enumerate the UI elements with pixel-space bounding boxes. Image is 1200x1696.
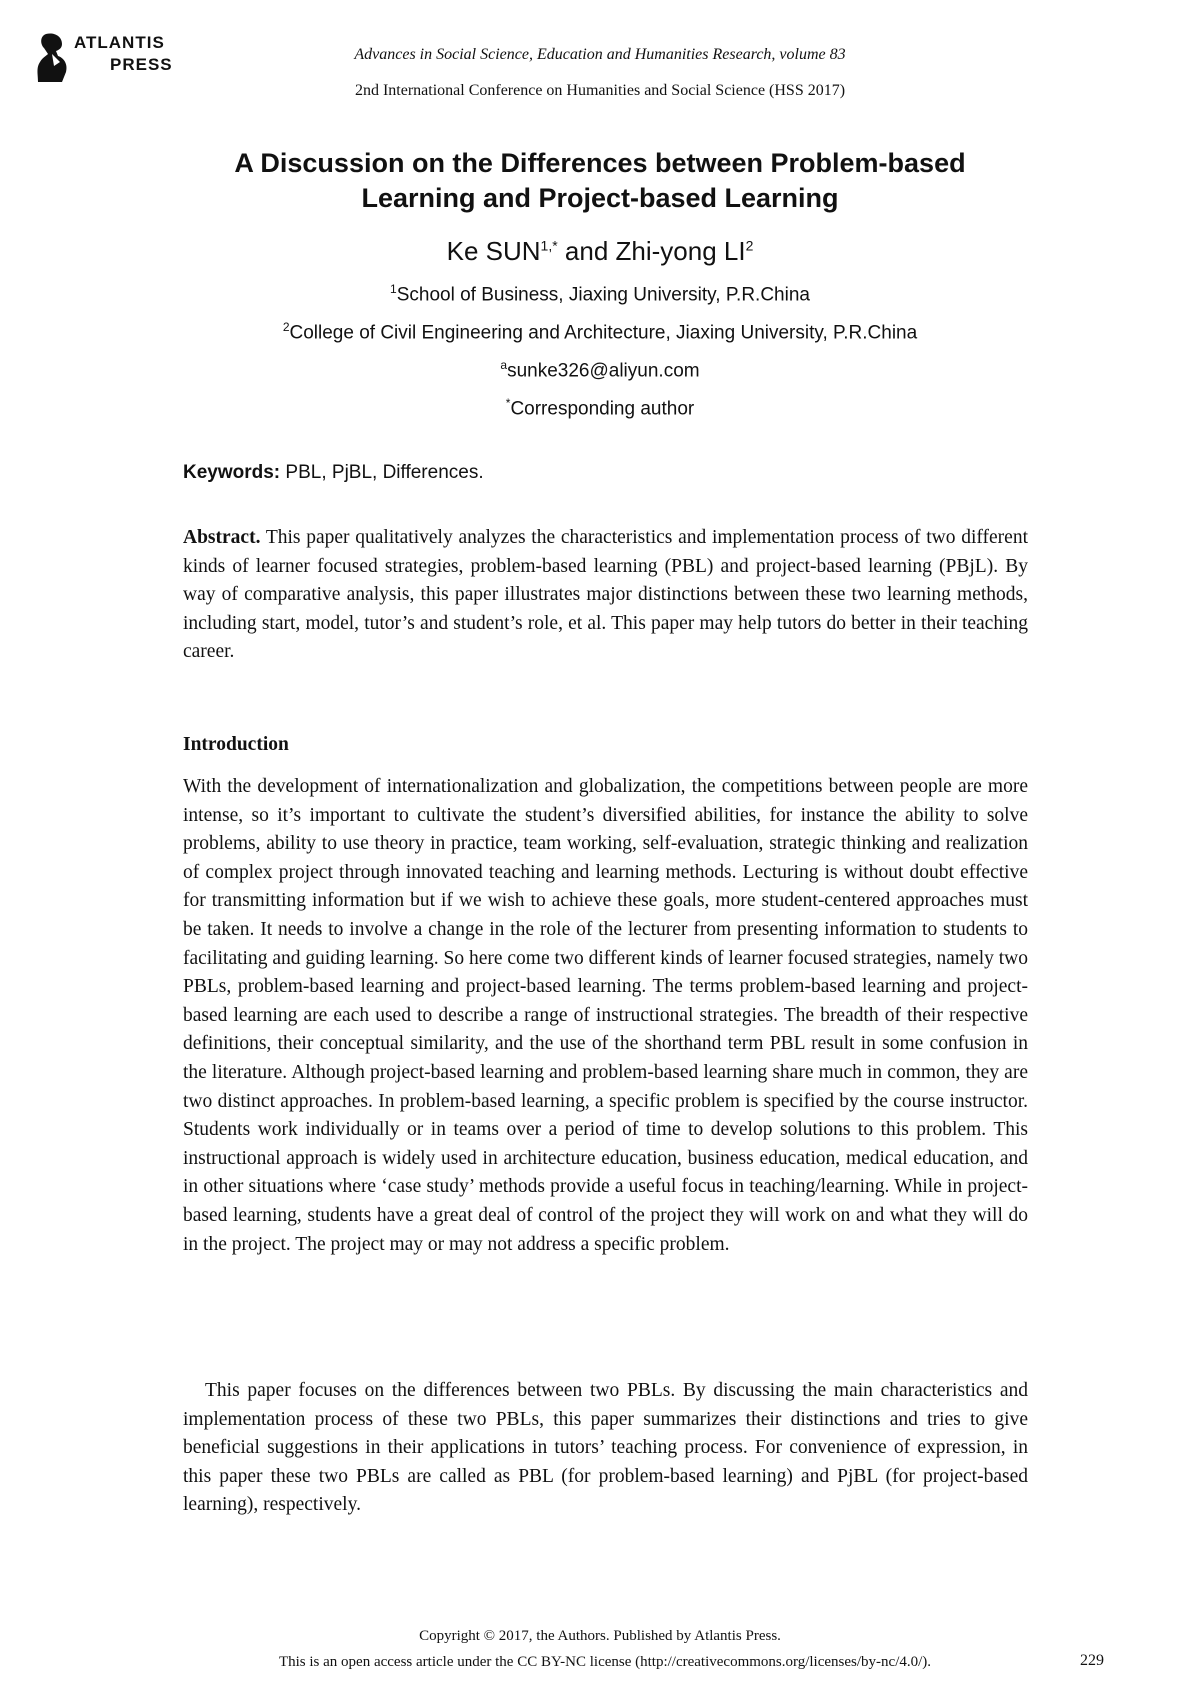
- abstract-label: Abstract.: [183, 527, 261, 548]
- author2-marker: 2: [745, 237, 754, 254]
- section-heading-introduction: Introduction: [183, 734, 289, 755]
- conference-header: 2nd International Conference on Humanities and Social Science (HSS 2017): [354, 82, 846, 99]
- corr-marker: *: [505, 396, 511, 410]
- page-number: 229: [1080, 1652, 1104, 1669]
- abstract: [183, 524, 1028, 667]
- affiliation-2: [150, 320, 1050, 344]
- logo-line2: PRESS: [110, 55, 173, 74]
- aff2-text: College of Civil Engineering and Architecture, Jiaxing University, P.R.China: [289, 322, 918, 344]
- author-conjunction: and: [557, 236, 616, 266]
- license-notice: This is an open access article under the CC BY-NC license (http://creativecommons.org/licenses/by-nc/4.0/).: [278, 1654, 932, 1670]
- abstract-text: This paper qualitatively analyzes the characteristics and implementation process of two different kinds of learner focused strategies, problem-based learning (PBL) and project-based learning (PBjL). By way of comparative analysis, this paper illustrates major distinctions between these two learning methods, including start, model, tutor’s and student’s role, et al. This paper may help tutors do better in their teaching career.: [183, 527, 1028, 663]
- email-marker: a: [500, 358, 508, 372]
- title-line2: Learning and Project-based Learning: [361, 183, 839, 213]
- title-line1: A Discussion on the Differences between Problem-based: [234, 148, 966, 178]
- aff1-marker: 1: [390, 282, 397, 296]
- author-email: [150, 358, 1050, 382]
- atlantis-press-logo: [32, 32, 192, 92]
- keywords: [183, 462, 484, 484]
- intro-paragraph-2: This paper focuses on the differences between two PBLs. By discussing the main characteristics and implementation process of these two PBLs, this paper summarizes their distinctions and tries to give beneficial suggestions in their applications in tutors’ teaching process. For convenience of expression, in this paper these two PBLs are called as PBL (for problem-based learning) and PjBL (for project-based learning), respectively.: [183, 1380, 1028, 1516]
- aff1-text: School of Business, Jiaxing University, P.R.China: [396, 284, 810, 306]
- corr-text: Corresponding author: [510, 398, 695, 420]
- series-header: Advances in Social Science, Education and Humanities Research, volume 83: [354, 46, 846, 63]
- keywords-text: PBL, PjBL, Differences.: [280, 462, 484, 483]
- logo-line1: ATLANTIS: [74, 33, 165, 52]
- email-text: sunke326@aliyun.com: [507, 360, 700, 382]
- author1-marker: 1,*: [540, 237, 558, 254]
- corresponding-author-note: [150, 396, 1050, 420]
- paper-title: [150, 146, 1050, 216]
- keywords-label: Keywords:: [183, 462, 281, 483]
- aff2-marker: 2: [282, 320, 290, 334]
- thinker-icon: [32, 32, 76, 84]
- author1-name: Ke SUN: [446, 236, 541, 266]
- intro-paragraph-1: With the development of internationalization and globalization, the competitions between people are more intense, so it’s important to cultivate the student’s diversified abilities, for instance the ability to solve problems, ability to use theory in practice, team working, self-evaluation, strategic thinking and realization of complex project through innovated teaching and learning methods. Lecturing is without doubt effective for transmitting information but if we wish to achieve these goals, more student-centered approaches must be taken. It needs to involve a change in the role of the lecturer from presenting information to students to facilitating and guiding learning. So here come two different kinds of learner focused strategies, namely two PBLs, problem-based learning and project-based learning. The terms problem-based learning and project-based learning are each used to describe a range of instructional strategies. The breadth of their respective definitions, their conceptual similarity, and the use of the shorthand term PBL result in some confusion in the literature. Although project-based learning and problem-based learning share much in common, they are two distinct approaches. In problem-based learning, a specific problem is specified by the course instructor. Students work individually or in teams over a period of time to develop solutions to this problem. This instructional approach is widely used in architecture education, business education, medical education, and in other situations where ‘case study’ methods provide a useful focus in teaching/learning. While in project-based learning, students have a great deal of control of the project they will work on and what they will do in the project. The project may or may not address a specific problem.: [183, 776, 1028, 1255]
- author2-name: Zhi-yong LI: [615, 236, 746, 266]
- author-line: [150, 236, 1050, 267]
- affiliation-1: [150, 282, 1050, 306]
- copyright-notice: Copyright © 2017, the Authors. Published by Atlantis Press.: [419, 1628, 781, 1644]
